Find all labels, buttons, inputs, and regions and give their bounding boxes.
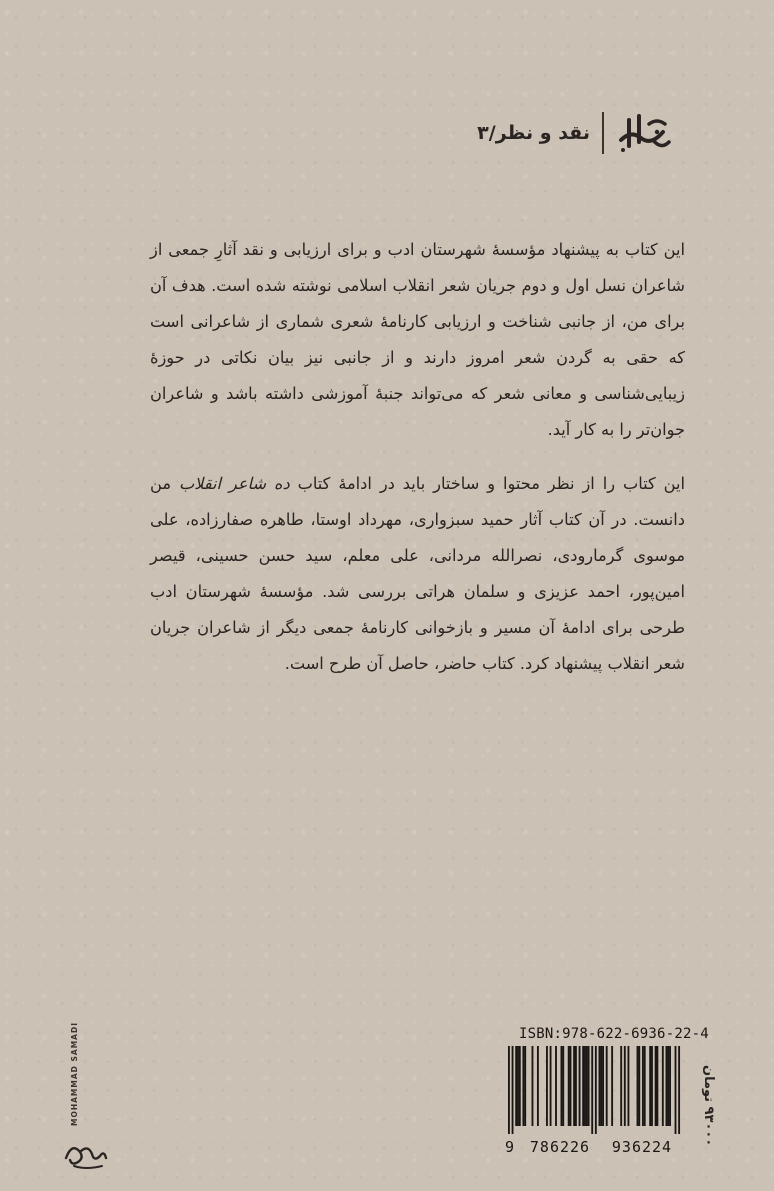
barcode-bar xyxy=(579,1046,581,1126)
barcode-bar xyxy=(555,1046,557,1126)
barcode-bar xyxy=(512,1046,514,1134)
barcode-bar xyxy=(568,1046,570,1126)
barcode-bar xyxy=(638,1046,640,1126)
barcode-bar xyxy=(575,1046,577,1126)
barcode-digits xyxy=(505,1138,683,1156)
barcode-bar xyxy=(599,1046,601,1126)
barcode-bar xyxy=(588,1046,590,1126)
barcode-bar xyxy=(637,1046,639,1126)
barcode-bar xyxy=(651,1046,653,1126)
barcode-bar xyxy=(606,1046,608,1126)
paragraph-2-rest: من دانست. در آن کتاب آثار حمید سبزواری، مهرداد اوستا، طاهره صفارزاده، علی موسوی گرمارودی، نصرالله مردانی، علی معلم، سید حسن حسینی، قیصر امین‌پور، احمد عزیزی و سلمان هراتی بررسی شد. مؤسسهٔ شهرستان ادب طرحی برای ادامهٔ آن مسیر و بازخوانی کارنامهٔ جمعی دیگر از شاعران جریان شعر انقلاب پیشنهاد کرد. کتاب حاضر، حاصل آن طرح است. xyxy=(150,474,685,673)
barcode-bar xyxy=(546,1046,548,1126)
barcode-bar xyxy=(573,1046,575,1126)
barcode-bar xyxy=(642,1046,644,1126)
barcode-bar xyxy=(508,1046,510,1134)
price-label: ۹۳۰۰۰ تومان xyxy=(701,1064,716,1146)
barcode-bar xyxy=(550,1046,552,1126)
barcode-bar xyxy=(666,1046,668,1126)
barcode-bar xyxy=(611,1046,613,1126)
barcode-bar xyxy=(586,1046,588,1126)
barcode-bar xyxy=(600,1046,602,1126)
paragraph-1: این کتاب به پیشنهاد مؤسسهٔ شهرستان ادب و برای ارزیابی و نقد آثارِ جمعی از شاعران نسل اول و دوم جریان شعر انقلاب اسلامی نوشته شده است. هدف آن برای من، از جانبی شناخت و ارزیابی کارنامهٔ شعری شماری از شاعرانی است که حقی به گردن شعر امروز دارند و از جانبی نیز بیان نکاتی در حوزهٔ زیبایی‌شناسی و معانی شعر که می‌تواند جنبهٔ آموزشی داشته باشد و شاعران جوان‌تر را به کار آید. xyxy=(150,240,685,439)
barcode-bar xyxy=(515,1046,517,1126)
signature-icon xyxy=(62,1136,108,1172)
barcode-bar xyxy=(517,1046,519,1126)
barcode-bar xyxy=(675,1046,677,1134)
barcode-bar xyxy=(561,1046,563,1126)
barcode-bar xyxy=(595,1046,597,1134)
barcode-bar xyxy=(627,1046,629,1126)
barcode-bar xyxy=(570,1046,572,1126)
barcode-bar xyxy=(519,1046,521,1126)
barcode-bar xyxy=(620,1046,622,1126)
barcode-bar xyxy=(669,1046,671,1126)
isbn-label: ISBN:978-622-6936-22-4 xyxy=(519,1026,709,1042)
barcode-bar xyxy=(602,1046,604,1126)
referenced-book-title: ده شاعر انقلاب xyxy=(178,474,290,493)
barcode-bar xyxy=(537,1046,539,1126)
barcode-first-digit: 9 xyxy=(505,1138,515,1156)
barcode-bar xyxy=(582,1046,584,1126)
barcode-bar xyxy=(649,1046,651,1126)
barcode-bar xyxy=(532,1046,534,1126)
paragraph-2-lead: این کتاب را از نظر محتوا و ساختار باید در ادامهٔ کتاب xyxy=(289,474,686,493)
barcode-bar xyxy=(644,1046,646,1126)
barcode-bar xyxy=(662,1046,664,1126)
designer-credit xyxy=(70,1022,90,1126)
barcode-bar xyxy=(624,1046,626,1126)
barcode-group-left: 786226 xyxy=(529,1138,591,1156)
barcode-bar xyxy=(678,1046,680,1134)
paragraph-2 xyxy=(150,466,685,682)
barcode-bar xyxy=(584,1046,586,1126)
barcode-bar xyxy=(562,1046,564,1126)
barcode-group-right: 936224 xyxy=(611,1138,673,1156)
barcode-bar xyxy=(524,1046,526,1126)
book-series-header xyxy=(477,108,672,158)
barcode-bar xyxy=(667,1046,669,1126)
barcode xyxy=(505,1046,683,1134)
series-title: نقد و نظر/۳ xyxy=(477,122,590,144)
barcode-bar xyxy=(656,1046,658,1126)
barcode-bar xyxy=(655,1046,657,1126)
designer-name: MOHAMMAD SAMADI xyxy=(70,1022,79,1126)
barcode-bar xyxy=(522,1046,524,1126)
barcode-bar xyxy=(591,1046,593,1134)
back-cover-text xyxy=(150,232,685,682)
header-divider xyxy=(602,112,604,154)
shahrestan-adab-logo-icon xyxy=(616,108,672,158)
